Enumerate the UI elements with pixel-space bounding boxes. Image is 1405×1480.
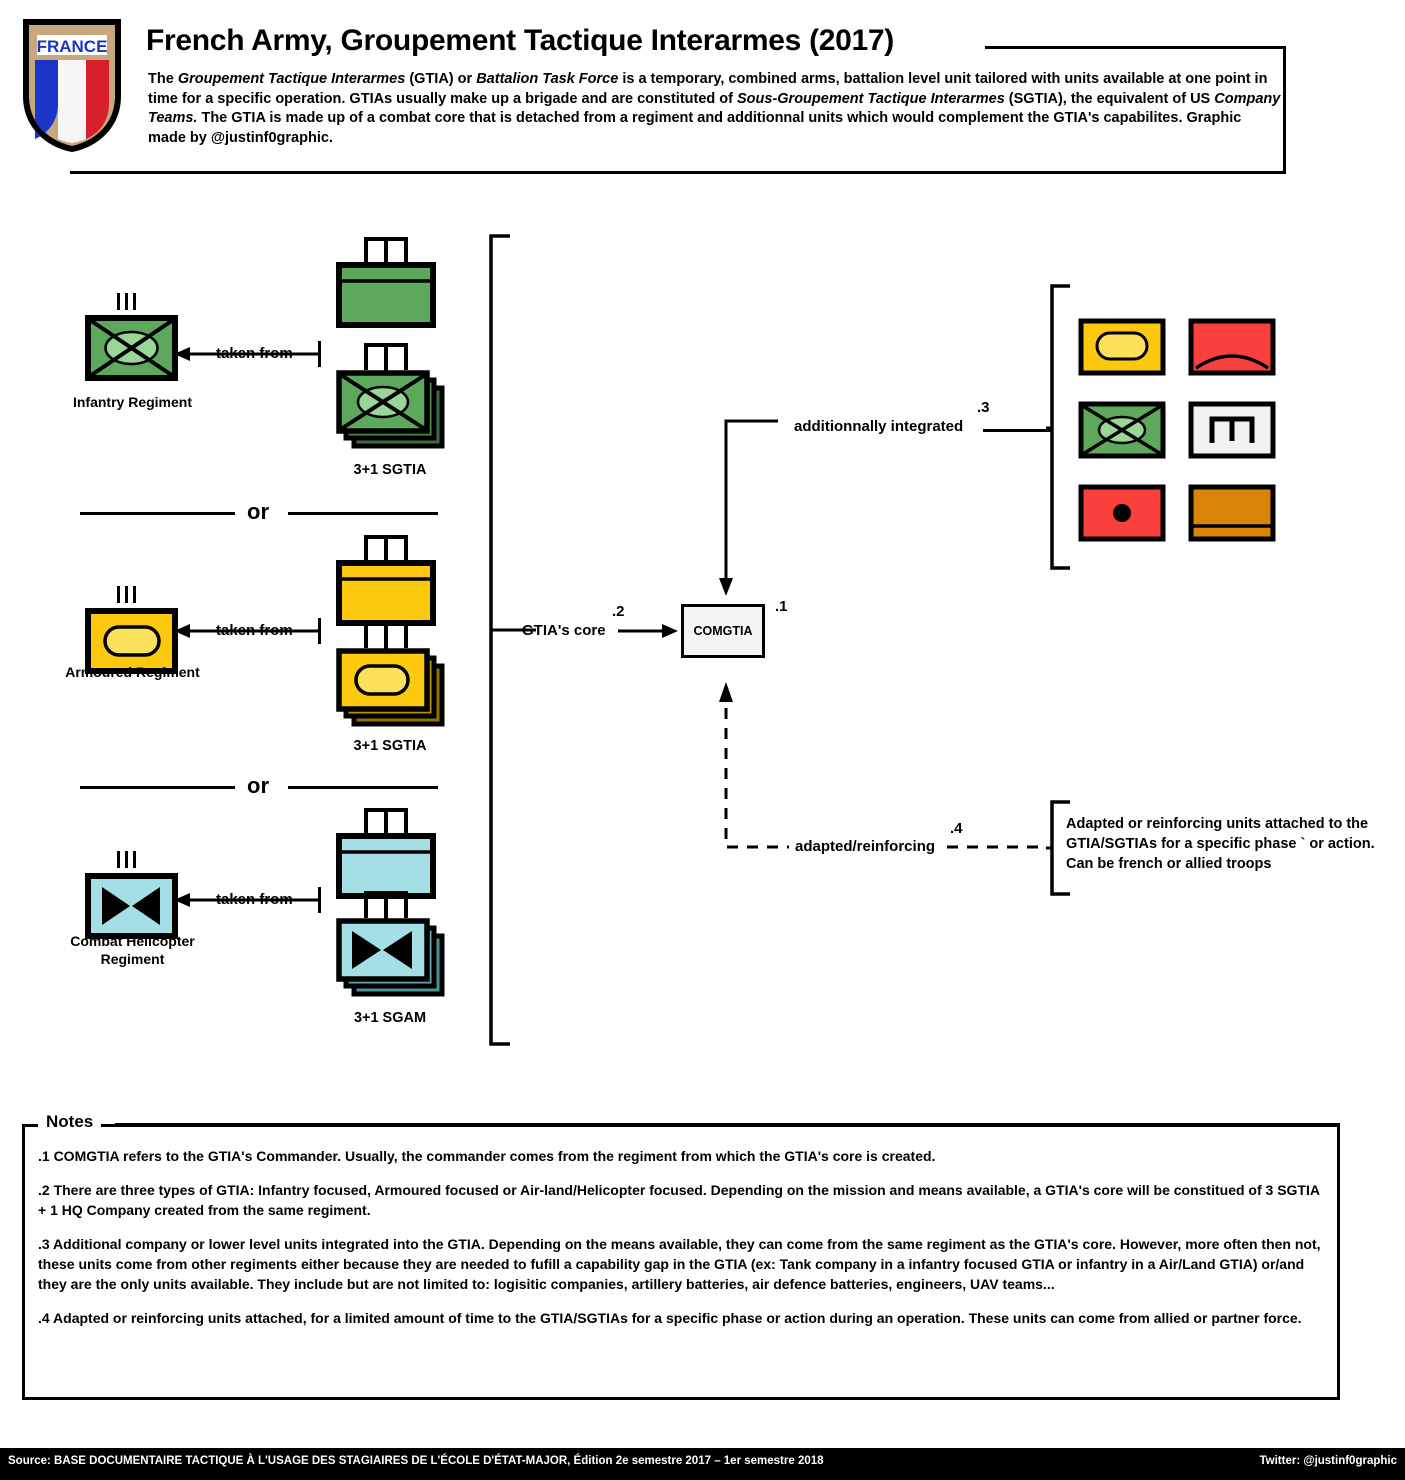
- intro-t2: (GTIA) or: [405, 71, 477, 87]
- hq-company-symbol: [361, 532, 411, 564]
- notes-body: [38, 1146, 1328, 1342]
- hq-company-symbol: [361, 340, 411, 372]
- adapted-reinforcing-note-ref: .4: [950, 820, 963, 837]
- taken-from-tick-infantry: [318, 341, 321, 367]
- armoured-regiment-label: Armoured Regiment: [65, 664, 200, 680]
- comgtia-label: COMGTIA: [693, 624, 753, 638]
- intro-t8: The GTIA is made up of a combat core that is detached from a regiment and additionnal units which would complement the GTIA's capabilites. Graphic made by @justinf0graphic.: [148, 110, 1242, 146]
- taken-from-tick-helicopter: [318, 887, 321, 913]
- infantry-regiment-label: Infantry Regiment: [72, 394, 192, 410]
- logistics-band-symbol: [1188, 484, 1276, 542]
- integrated-units-bracket: [1046, 282, 1074, 572]
- taken-from-label-armoured: taken from: [216, 622, 293, 639]
- intro-t3: Battalion Task Force: [476, 71, 619, 87]
- regiment-size-bars-infantry: [117, 293, 136, 310]
- additionally-integrated-note-ref: .3: [977, 399, 990, 416]
- page-title: French Army, Groupement Tactique Interarmes (2017): [146, 24, 894, 57]
- intro-paragraph: [148, 70, 1283, 148]
- infantry-stack-label: 3+1 SGTIA: [353, 462, 427, 478]
- infantry-cross-symbol: [1078, 401, 1166, 459]
- note-item-2: .2 There are three types of GTIA: Infantry focused, Armoured focused or Air-land/Helicopter focused. Depending on the mission and means available, a GTIA's core will be constitued of 3 SGTIA + 1 HQ Company created from the same regiment.: [38, 1182, 1320, 1218]
- taken-from-tick-armoured: [318, 618, 321, 644]
- intro-t4: is a temporary, combined arms, battalion level unit tailored with units available at one point in time for a specific operation. GTIAs usually make up a brigade and are constituted of: [148, 71, 1268, 107]
- armoured-sgtia-symbols: [336, 648, 446, 728]
- infantry-hq-company-group: [336, 262, 436, 333]
- helicopter-sgam-stack: [336, 918, 446, 1003]
- infantry-regiment-symbol-group: [85, 315, 178, 386]
- infantry-cross-symbol: [85, 315, 178, 381]
- note-item-1: .1 COMGTIA refers to the GTIA's Commander. Usually, the commander comes from the regiment from which the GTIA's core is created.: [38, 1148, 936, 1164]
- armoured-stack-label: 3+1 SGTIA: [353, 738, 427, 754]
- infantry-sgtia-symbols: [336, 370, 446, 450]
- hq-company-symbol: [361, 234, 411, 266]
- or-separator-1: or: [247, 499, 269, 524]
- regiment-size-bars-armoured: [117, 586, 136, 603]
- armoured-sgtia-stack: [336, 648, 446, 733]
- intro-t1: Groupement Tactique Interarmes: [177, 71, 406, 87]
- rotary-wing-bowtie-symbol: [85, 873, 178, 939]
- footer-twitter-handle: Twitter: @justinf0graphic: [1259, 1455, 1397, 1467]
- header-box-corner: [70, 171, 73, 174]
- notes-title-rule: [115, 1123, 1340, 1126]
- gtia-core-arrow: [618, 618, 680, 644]
- regiment-size-bars-helicopter: [117, 851, 136, 868]
- header-box-right-edge: [1283, 46, 1286, 174]
- hq-company-symbol: [361, 805, 411, 837]
- helicopter-regiment-label-line1: Combat Helicopter: [70, 933, 195, 949]
- title-rule: [985, 46, 1285, 49]
- header: [0, 0, 1405, 190]
- air-defence-dot-symbol: [1078, 484, 1166, 542]
- adapted-reinforcing-note-text: Adapted or reinforcing units attached to the GTIA/SGTIAs for a specific phase ` or action. Can be french or allied troops: [1066, 816, 1375, 872]
- header-box-bottom-edge: [70, 171, 1286, 174]
- intro-t5: Sous-Groupement Tactique Interarmes: [737, 90, 1005, 107]
- additionally-integrated-label: additionnally integrated: [794, 418, 964, 435]
- notes-title: Notes: [38, 1112, 101, 1132]
- comgtia-note-ref: .1: [775, 598, 788, 615]
- shield-label: FRANCE: [36, 37, 108, 56]
- taken-from-label-helicopter: taken from: [216, 891, 293, 908]
- armour-oval-symbol: [1078, 318, 1166, 376]
- gtia-core-label: GTIA's core: [522, 622, 606, 639]
- adapted-reinforcing-label: adapted/reinforcing: [789, 838, 941, 855]
- taken-from-label-infantry: taken from: [216, 345, 293, 362]
- helicopter-sgam-symbols: [336, 918, 446, 998]
- infantry-sgtia-stack: [336, 370, 446, 455]
- france-shield-logo: [22, 18, 122, 153]
- hq-company-symbol: [361, 888, 411, 920]
- hq-unit-box-armoured: [336, 560, 436, 626]
- helicopter-regiment-label: [35, 932, 230, 968]
- helicopter-stack-label: 3+1 SGAM: [353, 1010, 427, 1026]
- note-item-4: .4 Adapted or reinforcing units attached, for a limited amount of time to the GTIA/SGTIAs for a specific phase or action during an operation. These units can come from allied or partner force.: [38, 1310, 1302, 1326]
- hq-company-symbol: [361, 618, 411, 650]
- comgtia-box[interactable]: [681, 604, 765, 658]
- additionally-integrated-rule: [983, 429, 1053, 432]
- or-rule-right-1: [288, 512, 438, 515]
- or-rule-left-1: [80, 512, 235, 515]
- intro-t6: (SGTIA), the equivalent of US: [1004, 90, 1215, 107]
- additionally-integrated-arrow: [700, 418, 820, 598]
- or-separator-2: or: [247, 773, 269, 798]
- intro-t7: Company Teams.: [148, 90, 1281, 126]
- footer-source-text: Source: BASE DOCUMENTAIRE TACTIQUE À L'USAGE DES STAGIAIRES DE L'ÉCOLE D'ÉTAT-MAJOR, Édition 2e semestre 2017 – 1er semestre 2018: [8, 1455, 824, 1467]
- artillery-arc-symbol: [1188, 318, 1276, 376]
- or-rule-right-2: [288, 786, 438, 789]
- engineer-bracket-symbol: [1188, 401, 1276, 459]
- gtia-core-note-ref: .2: [612, 603, 625, 620]
- hq-unit-box-infantry: [336, 262, 436, 328]
- helicopter-regiment-label-line2: Regiment: [100, 951, 165, 967]
- note-item-3: .3 Additional company or lower level units integrated into the GTIA. Depending on the means available, they can come from the same regiment as the GTIA's core. However, more often then not, these units come from other regiments either because they are needed to fufill a capability gap in the GTIA (ex: Tank company in a infantry focused GTIA or infantry in a Air/Land GTIA) or/and they are the only units available. They include but are not limited to: logisitic companies, artillery batteries, air defence batteries, engineers, UAV teams...: [38, 1236, 1321, 1292]
- or-rule-left-2: [80, 786, 235, 789]
- gtia-core-bracket: [480, 230, 540, 1050]
- intro-t0: The: [148, 71, 178, 87]
